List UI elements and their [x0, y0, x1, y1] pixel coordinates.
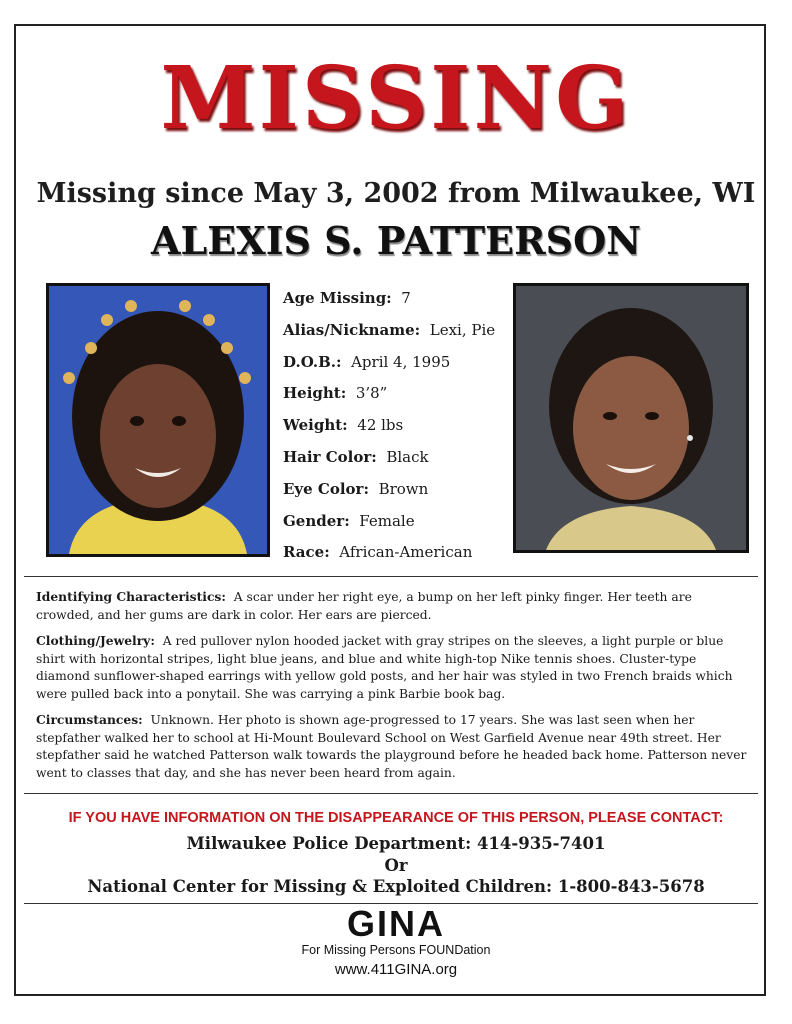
info-label: Height:	[283, 384, 347, 403]
childhood-photo	[46, 283, 270, 557]
info-value: 3’8”	[355, 384, 388, 403]
person-name: ALEXIS S. PATTERSON	[151, 218, 641, 263]
info-value: Black	[386, 447, 429, 466]
case-details	[36, 588, 752, 786]
contact-police: Milwaukee Police Department: 414-935-7401	[186, 834, 606, 853]
info-value: 42 lbs	[357, 416, 404, 435]
gina-logo: GINA	[347, 903, 445, 944]
info-value: Female	[359, 511, 415, 530]
info-label: Alias/Nickname:	[283, 320, 421, 339]
info-value: Brown	[378, 479, 429, 498]
contact-heading: IF YOU HAVE INFORMATION ON THE DISAPPEARANCE OF THIS PERSON, PLEASE CONTACT:	[68, 810, 724, 826]
info-eye-color	[283, 475, 513, 507]
info-value: Lexi, Pie	[429, 320, 496, 339]
details-text: Unknown. Her photo is shown age-progressed to 17 years. She was last seen when her stepfather walked her to school at Hi-Mount Boulevard School on West Garfield Avenue near 49th street. Her stepfather said he watched Patterson walk towards the playground before he headed back home. Patterson never went to classes that day, and she has never been heard from again.	[36, 713, 747, 780]
info-age-missing	[283, 284, 513, 316]
missing-headline: MISSING	[160, 48, 632, 149]
info-label: Age Missing:	[283, 289, 392, 307]
info-label: Weight:	[283, 416, 348, 435]
contact-or: Or	[384, 856, 408, 875]
info-race	[283, 538, 513, 570]
person-info	[283, 284, 513, 570]
info-label: Eye Color:	[283, 479, 370, 498]
age-progressed-portrait-illustration	[516, 286, 746, 550]
identifying-characteristics	[36, 588, 752, 624]
clothing-jewelry	[36, 632, 752, 703]
divider-middle	[24, 793, 758, 794]
details-text: A scar under her right eye, a bump on her left pinky finger. Her teeth are crowded, and her gums are dark in color. Her ears are pierced.	[36, 590, 692, 622]
info-label: Race:	[283, 543, 330, 562]
age-progressed-photo	[513, 283, 749, 553]
info-label: Hair Color:	[283, 447, 377, 466]
info-value: 7	[401, 289, 411, 307]
divider-top	[24, 576, 758, 577]
info-gender	[283, 507, 513, 539]
info-alias	[283, 316, 513, 348]
details-label: Circumstances:	[36, 712, 143, 727]
gina-tagline: For Missing Persons FOUNDation	[301, 943, 491, 957]
childhood-portrait-illustration	[49, 286, 267, 554]
info-label: Gender:	[283, 511, 350, 530]
circumstances	[36, 711, 752, 782]
info-value: African-American	[339, 543, 473, 562]
contact-ncmec: National Center for Missing & Exploited Children: 1-800-843-5678	[87, 877, 705, 896]
details-label: Identifying Characteristics:	[36, 589, 226, 604]
gina-website: www.411GINA.org	[334, 961, 458, 978]
details-text: A red pullover nylon hooded jacket with gray stripes on the sleeves, a light purple or blue shirt with horizontal stripes, light blue jeans, and blue and white high-top Nike tennis shoes. Cluster-type diamond sunflower-shaped earrings with yellow gold posts, and her hair was styled in two French braids which were pulled back into a ponytail. She was carrying a pink Barbie book bag.	[36, 634, 733, 701]
info-height	[283, 379, 513, 411]
info-label: D.O.B.:	[283, 352, 342, 371]
missing-since-line: Missing since May 3, 2002 from Milwaukee, WI	[36, 178, 756, 209]
info-value: April 4, 1995	[351, 352, 451, 371]
info-dob	[283, 348, 513, 380]
details-label: Clothing/Jewelry:	[36, 633, 155, 648]
info-hair-color	[283, 443, 513, 475]
info-weight	[283, 411, 513, 443]
